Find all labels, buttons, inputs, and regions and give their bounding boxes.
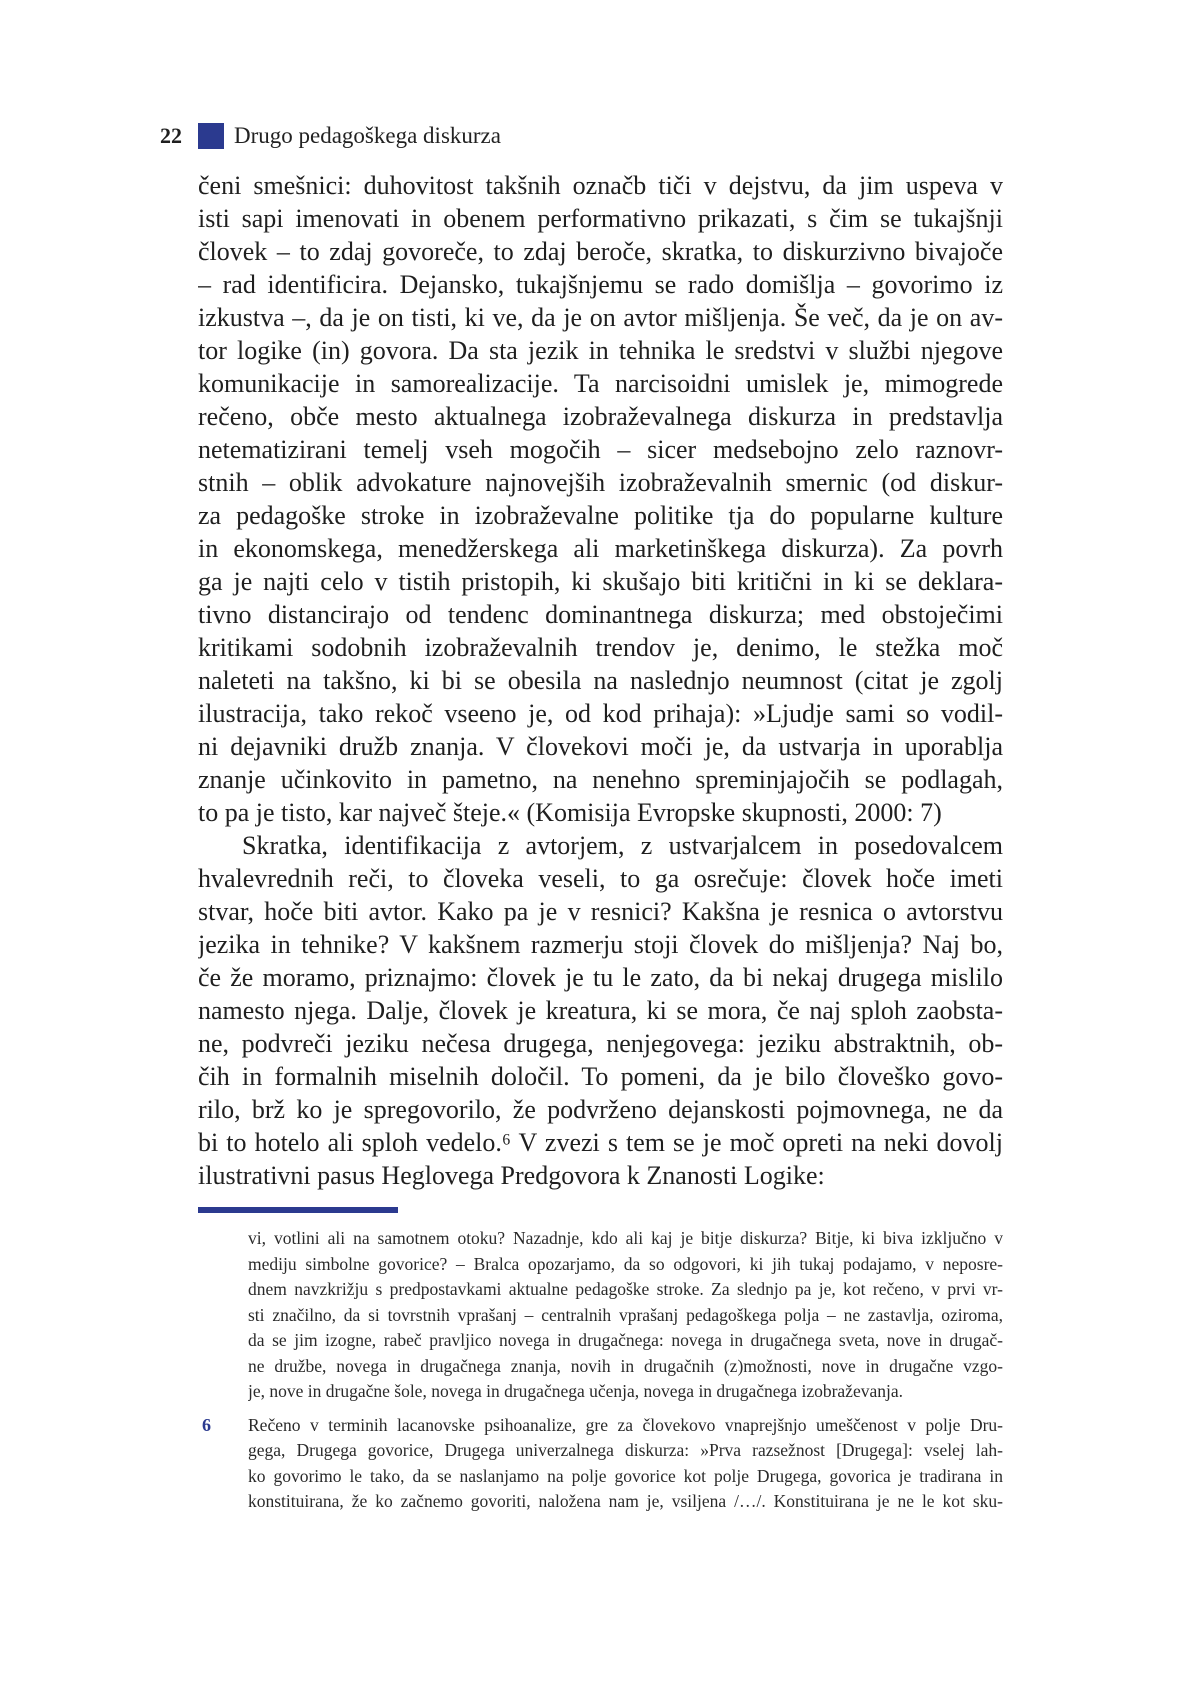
text-line: čeni smešnici: duhovitost takšnih označb tiči v dejstvu, da jim uspeva v: [198, 171, 1003, 200]
footnote-line: da se jim izogne, rabeč pravljico novega in drugačnega: novega in drugačnega sveta, nove in drugač-: [248, 1330, 1003, 1350]
text-line: za pedagoške stroke in izobraževalne politike tja do popularne kulture: [198, 501, 1003, 530]
text-line: isti sapi imenovati in obenem performativno prikazati, s čim se tukajšnji: [198, 204, 1003, 233]
page-number: 22: [160, 123, 182, 148]
footnote-line: ne družbe, novega in drugačnega znanja, novih in drugačnih (z)možnosti, nove in drugačne vzgo-: [248, 1355, 1003, 1376]
text-line: stnih – oblik advokature najnovejših izobraževalnih smernic (od diskur-: [198, 468, 1003, 497]
text-line: namesto njega. Dalje, človek je kreatura, ki se mora, če naj sploh zaobsta-: [198, 996, 1003, 1025]
text-line: rilo, brž ko je spregovorilo, že podvrženo dejanskosti pojmovnega, ne da: [198, 1095, 1003, 1124]
text-line: čih in formalnih miselnih določil. To pomeni, da je bilo človeško govo-: [198, 1062, 1003, 1091]
footnote-line: konstituirana, že ko začnemo govoriti, naložena nam je, vsiljena /…/. Konstituirana je ne le kot sku-: [248, 1491, 1003, 1511]
footnote-line: dnem navzkrižju s predpostavkami aktualne pedagoške stroke. Za slednjo pa je, kot rečeno, v prvi vr-: [248, 1279, 1003, 1299]
text-line: ga je najti celo v tistih pristopih, ki skušajo biti kritični in ki se deklara-: [198, 567, 1003, 596]
text-line: naleteti na takšno, ki bi se obesila na naslednjo neumnost (citat je zgolj: [198, 666, 1003, 695]
text-line: stvar, hoče biti avtor. Kako pa je v resnici? Kakšna je resnica o avtorstvu: [198, 897, 1003, 926]
text-line: tor logike (in) govora. Da sta jezik in tehnika le sredstvi v službi njegove: [198, 336, 1003, 365]
text-line: znanje učinkovito in pametno, na nenehno spreminjajočih se podlagah,: [198, 765, 1003, 794]
running-title: Drugo pedagoškega diskurza: [234, 123, 501, 148]
text-line: netematizirani temelj vseh mogočih – sicer medsebojno zelo raznovr-: [198, 435, 1003, 464]
footnote-number: 6: [202, 1414, 211, 1435]
text-line: človek – to zdaj govoreče, to zdaj beroče, skratka, to diskurzivno bivajoče: [198, 237, 1003, 266]
footnote-line: Rečeno v terminih lacanovske psihoanalize, gre za človekovo vnaprejšnjo umeščenost v polje Dru-: [248, 1414, 1003, 1435]
text-line: – rad identificira. Dejansko, tukajšnjemu se rado domišlja – govorimo iz: [198, 270, 1003, 299]
text-line: jezika in tehnike? V kakšnem razmerju stoji človek do mišljenja? Naj bo,: [198, 930, 1003, 959]
text-line: tivno distancirajo od tendenc dominantnega diskurza; med obstoječimi: [198, 600, 1003, 629]
footnote-continuation: [248, 1226, 1003, 1405]
footnote-line: je, nove in drugačne šole, novega in drugačnega učenja, novega in drugačnega izobraževanja.: [248, 1381, 903, 1401]
text-line: ilustrativni pasus Heglovega Predgovora k Znanosti Logike:: [198, 1161, 825, 1190]
footnote-line: mediju simbolne govorice? – Bralca opozarjamo, da so odgovori, ki jih tukaj podajamo, v neposre-: [248, 1253, 1003, 1274]
text-line: komunikacije in samorealizacije. Ta narcisoidni umislek je, mimogrede: [198, 369, 1003, 398]
page-header: [160, 116, 501, 156]
footnote-line: ko govorimo le tako, da se naslanjamo na polje govorice kot polje Drugega, govorica je tradirana in: [248, 1465, 1003, 1486]
footnote-line: gega, Drugega govorice, Drugega univerzalnega diskurza: »Prva razsežnost [Drugega]: vselej lah-: [248, 1440, 1003, 1460]
footnote-separator-rule: [198, 1207, 398, 1213]
text-line: če že moramo, priznajmo: človek je tu le zato, da bi nekaj drugega mislilo: [198, 963, 1003, 992]
header-square-marker: [198, 123, 224, 149]
footnote-6: [202, 1413, 1003, 1515]
text-line: hvalevrednih reči, to človeka veseli, to ga osrečuje: človek hoče imeti: [198, 864, 1003, 893]
main-text: [198, 169, 1003, 1192]
text-line: in ekonomskega, menedžerskega ali marketinškega diskurza). Za povrh: [198, 534, 1003, 563]
text-line: izkustva –, da je on tisti, ki ve, da je on avtor mišljenja. Še več, da je on av-: [198, 303, 1003, 332]
text-line: rečeno, obče mesto aktualnega izobraževalnega diskurza in predstavlja: [198, 402, 1003, 431]
paragraph-first-line: Skratka, identifikacija z avtorjem, z ustvarjalcem in posedovalcem: [242, 831, 1003, 860]
text-line: bi to hotelo ali sploh vedelo.⁶ V zvezi s tem se je moč opreti na neki dovolj: [198, 1128, 1003, 1157]
footnotes: [202, 1226, 1003, 1515]
footnote-line: vi, votlini ali na samotnem otoku? Nazadnje, kdo ali kaj je bitje diskurza? Bitje, ki biva izključno v: [248, 1228, 1003, 1248]
text-line: to pa je tisto, kar največ šteje.« (Komisija Evropske skupnosti, 2000: 7): [198, 798, 942, 827]
footnote-line: sti značilno, da si tovrstnih vprašanj – centralnih vprašanj pedagoškega polja – ne zastavlja, oziroma,: [248, 1304, 1003, 1325]
text-line: ilustracija, tako rekoč vseeno je, od kod prihaja): »Ljudje sami so vodil-: [198, 699, 1003, 728]
text-line: ni dejavniki družb znanja. V človekovi moči je, da ustvarja in uporablja: [198, 732, 1003, 761]
text-line: ne, podvreči jeziku nečesa drugega, nenjegovega: jeziku abstraktnih, ob-: [198, 1029, 1003, 1058]
text-line: kritikami sodobnih izobraževalnih trendov je, denimo, le stežka moč: [198, 633, 1003, 662]
